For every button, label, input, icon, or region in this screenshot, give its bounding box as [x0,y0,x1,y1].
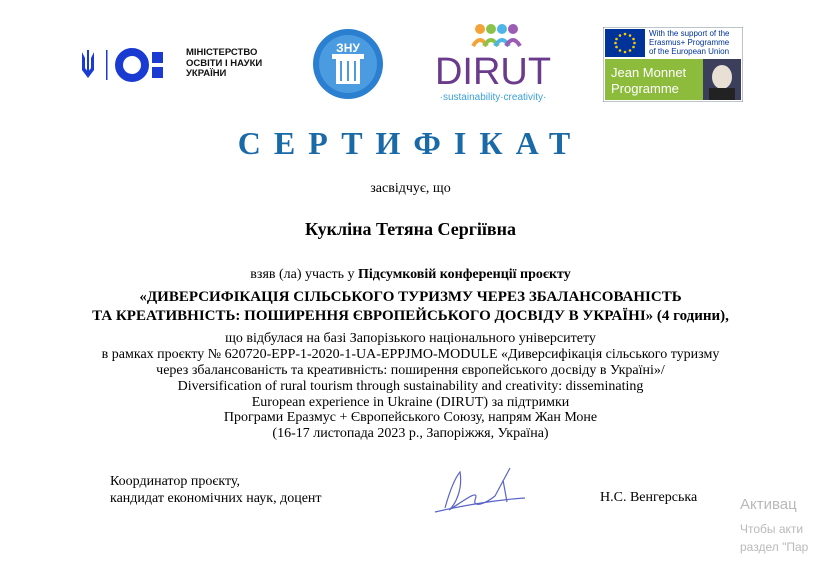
ministry-name [186,48,262,80]
eu-jean-monnet-badge-icon [603,27,743,102]
dirut-wordmark: DIRUT [434,51,552,93]
znu-label: ЗНУ [336,41,360,55]
details-line: Diversification of rural tourism through sustainability and creativity: disseminating [177,379,644,394]
coordinator-role [110,473,322,507]
project-title-line2: ТА КРЕАТИВНІСТЬ: ПОШИРЕННЯ ЄВРОПЕЙСЬКОГО ДОСВІДУ В УКРАЇНІ» [92,308,654,324]
project-title-line: «ДИВЕРСИФІКАЦІЯ СІЛЬСЬКОГО ТУРИЗМУ ЧЕРЕЗ ЗБАЛАНСОВАНІСТЬ [139,289,682,305]
watermark-line: раздел "Пар [740,540,809,554]
project-title [0,288,821,326]
watermark-line: Активац [740,496,797,513]
jm-programme-line: Programme [611,81,679,96]
details-line: (16-17 листопада 2023 р., Запоріжжя, Україна) [272,426,549,441]
participation-line [0,266,821,283]
handwritten-signature [425,460,530,520]
signer-name: Н.С. Венгерська [600,490,698,505]
signature-icon [425,460,530,520]
dirut-people-icon [428,20,558,106]
ministry-logo [80,48,280,82]
participation-prefix: взяв (ла) участь у [250,267,358,282]
participation-event: Підсумковій конференції проєкту [357,267,571,282]
certifies-text: засвідчує, що [370,181,451,196]
activation-watermark [740,496,808,554]
dirut-tagline: ·sustainability·creativity· [439,92,547,103]
jm-programme-line: Jean Monnet [611,65,687,80]
details-line: що відбулася на базі Запорізького національного університету [225,331,596,346]
znu-emblem-icon [312,28,384,100]
project-title-line [0,307,821,326]
jean-monnet-logo [603,27,743,102]
details-line: в рамках проєкту № 620720-EPP-1-2020-1-UA-EPPJMO-MODULE «Диверсифікація сільського туризму [101,347,720,362]
trident-and-mon-icon [80,48,180,82]
details-line: European experience in Ukraine (DIRUT) за підтримки [251,395,570,410]
recipient-name: Кукліна Тетяна Сергіївна [305,219,516,239]
dirut-logo [428,20,558,106]
certificate-title: СЕРТИФІКАТ [237,125,584,161]
watermark-line: Чтобы акти [740,522,804,536]
ministry-line: МІНІСТЕРСТВО [186,47,258,58]
details-line: Програми Еразмус + Європейського Союзу, напрям Жан Моне [223,410,598,425]
coordinator-role-line: Координатор проєкту, [110,474,240,489]
ministry-line: ОСВІТИ І НАУКИ [186,57,263,69]
ministry-line: УКРАЇНИ [186,68,227,79]
details-line: через збалансованість та креативність: поширення європейського досвіду в Україні»/ [156,363,665,378]
jm-support-line: With the support of the [649,29,730,38]
jm-support-line: Erasmus+ Programme [649,38,730,47]
project-hours: (4 години), [653,308,729,324]
coordinator-role-line: кандидат економічних наук, доцент [110,491,322,506]
jm-support-line: of the European Union [649,47,730,56]
znu-logo [312,28,384,100]
